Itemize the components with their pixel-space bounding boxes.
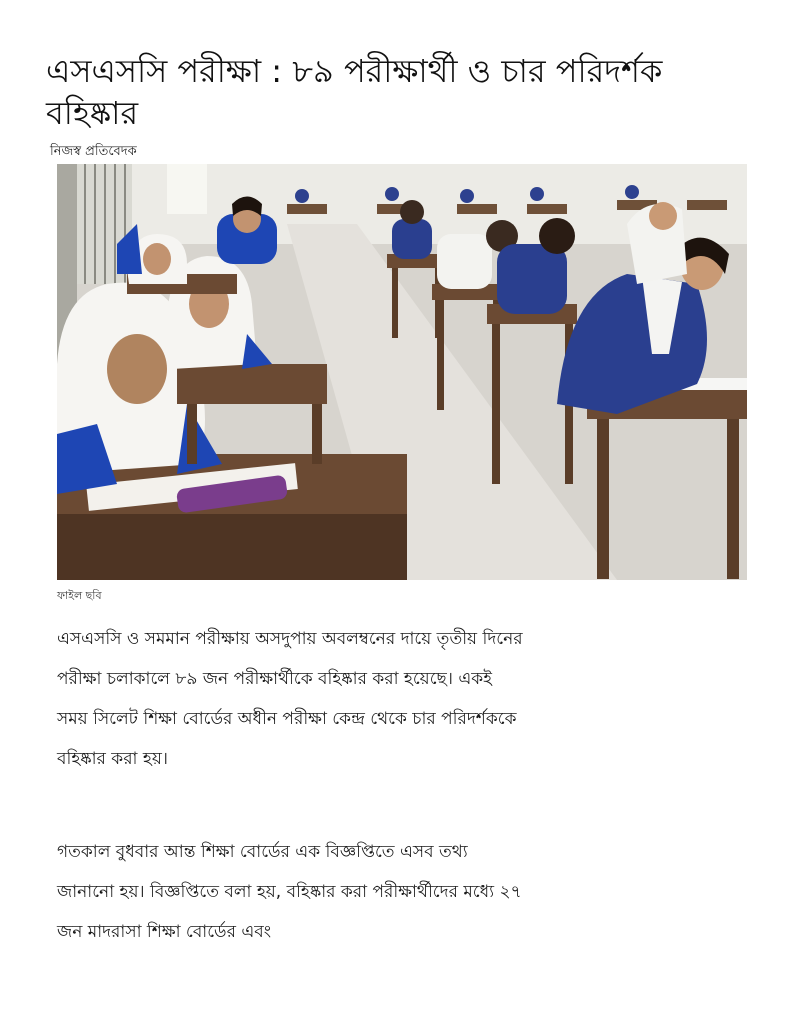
article-paragraph-2: গতকাল বুধবার আন্ত শিক্ষা বোর্ডের এক বিজ্ঞপ্তিতে এসব তথ্য জানানো হয়। বিজ্ঞপ্তিতে বলা হয়, বহিষ্কার করা পরীক্ষার্থীদের মধ্যে ২৭ জন মাদরাসা শিক্ষা বোর্ডের এবং	[57, 842, 522, 942]
article-paragraph-1: এসএসসি ও সমমান পরীক্ষায় অসদুপায় অবলম্বনের দায়ে তৃতীয় দিনের পরীক্ষা চলাকালে ৮৯ জন পরীক্ষার্থীকে বহিষ্কার করা হয়েছে। একই সময় সিলেট শিক্ষা বোর্ডের অধীন পরীক্ষা কেন্দ্র থেকে চার পরিদর্শককে বহিষ্কার করা হয়।	[57, 629, 523, 769]
desk-left-2	[177, 364, 327, 404]
exam-hall-illustration	[57, 164, 747, 580]
article-headline: এসএসসি পরীক্ষা : ৮৯ পরীক্ষার্থী ও চার পরিদর্শক বহিষ্কার	[46, 52, 663, 132]
article-photo	[57, 164, 747, 580]
student-mid-3	[497, 244, 567, 314]
student-mid-1	[392, 219, 432, 259]
window-back	[167, 164, 207, 214]
article-byline: নিজস্ব প্রতিবেদক	[50, 144, 137, 159]
photo-caption: ফাইল ছবি	[57, 589, 102, 602]
student-mid-2	[437, 234, 492, 289]
